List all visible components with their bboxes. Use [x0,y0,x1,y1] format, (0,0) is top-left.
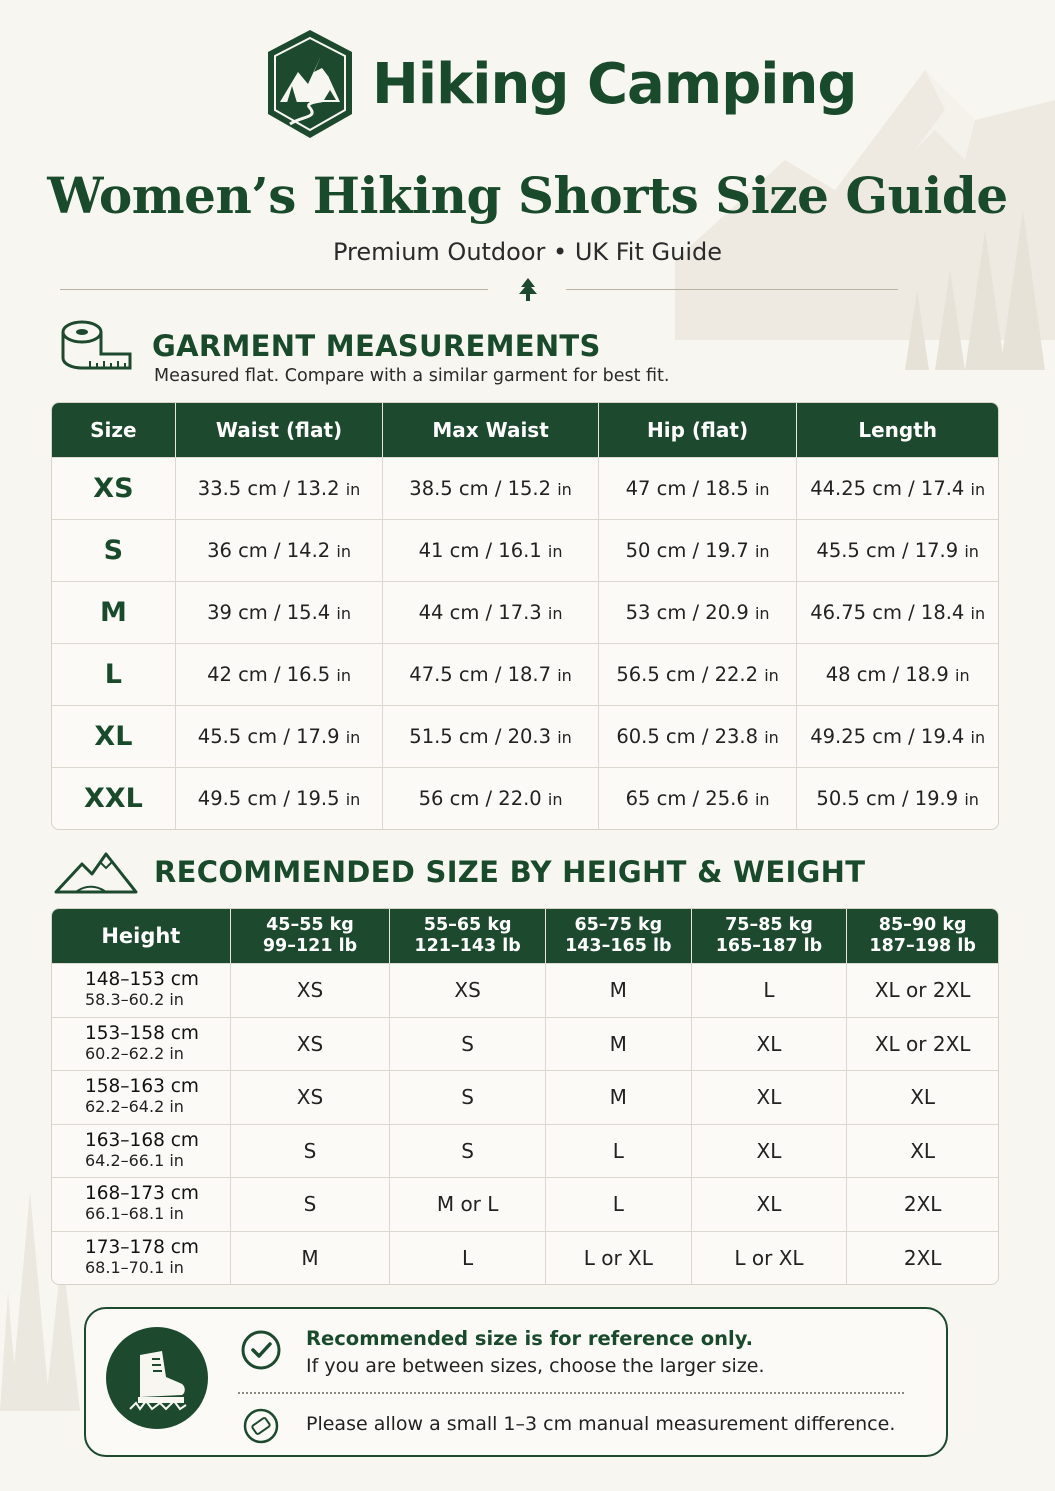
size-cell: XL [692,1070,848,1124]
measurement-cell: 44.25 cm / 17.4 in [797,457,998,519]
size-cell: S [231,1124,391,1178]
size-cell: XL [847,1124,998,1178]
boot-badge [106,1327,208,1429]
weight-column-header: 55–65 kg 121–143 lb [390,909,546,963]
size-cell: S [390,1017,546,1071]
size-cell: XS [231,1070,391,1124]
measurement-cell: 46.75 cm / 18.4 in [797,581,998,643]
table-row [52,1017,998,1071]
height-cell: 148–153 cm 58.3–60.2 in [52,963,231,1017]
size-cell: L [546,1124,692,1178]
measurement-cell: 38.5 cm / 15.2 in [383,457,599,519]
size-cell: S [390,1124,546,1178]
size-label: XXL [52,767,176,829]
note-text-between-sizes: If you are between sizes, choose the larger size. [306,1355,765,1377]
table-row [52,643,998,705]
table-row [52,519,998,581]
size-cell: XL or 2XL [847,1017,998,1071]
measurement-cell: 47 cm / 18.5 in [599,457,798,519]
table-row [52,1177,998,1231]
column-header: Waist (flat) [176,403,384,457]
table-row [52,705,998,767]
height-cell: 153–158 cm 60.2–62.2 in [52,1017,231,1071]
table-row [52,963,998,1017]
size-cell: 2XL [847,1231,998,1285]
measuring-tape-icon [60,318,134,374]
size-cell: XS [231,963,391,1017]
hiking-boot-icon [106,1327,208,1429]
measurement-cell: 50.5 cm / 19.9 in [797,767,998,829]
weight-column-header: 75–85 kg 165–187 lb [692,909,848,963]
size-cell: XL or 2XL [847,963,998,1017]
reference-note-box [84,1307,948,1457]
size-label: M [52,581,176,643]
size-cell: M [546,1017,692,1071]
size-cell: XS [390,963,546,1017]
table-header-row [52,403,998,457]
size-cell: L [390,1231,546,1285]
table-header-row [52,909,998,963]
mountains-icon [54,850,138,894]
size-cell: L [546,1177,692,1231]
weight-column-header: 85–90 kg 187–198 lb [847,909,998,963]
measurement-cell: 39 cm / 15.4 in [176,581,384,643]
note-divider [238,1392,904,1394]
brand-name: Hiking Camping [372,51,857,117]
height-cell: 163–168 cm 64.2–66.1 in [52,1124,231,1178]
garment-measurements-table [51,402,999,830]
measurement-cell: 45.5 cm / 17.9 in [176,705,384,767]
column-header: Max Waist [383,403,599,457]
mountain-badge-icon [262,28,358,140]
tree-icon [517,278,539,302]
size-cell: M [546,963,692,1017]
size-label: S [52,519,176,581]
measurement-cell: 44 cm / 17.3 in [383,581,599,643]
size-label: XL [52,705,176,767]
recommend-section-title: RECOMMENDED SIZE BY HEIGHT & WEIGHT [154,855,866,889]
size-cell: S [231,1177,391,1231]
measurement-cell: 42 cm / 16.5 in [176,643,384,705]
note-heading: Recommended size is for reference only. [306,1327,754,1350]
table-row [52,457,998,519]
measurement-cell: 50 cm / 19.7 in [599,519,798,581]
table-row [52,1124,998,1178]
measurement-cell: 53 cm / 20.9 in [599,581,798,643]
measurement-cell: 60.5 cm / 23.8 in [599,705,798,767]
title-divider [60,278,898,302]
table-row [52,1231,998,1285]
measurement-cell: 49.25 cm / 19.4 in [797,705,998,767]
recommended-size-table [51,908,999,1285]
column-header: Size [52,403,176,457]
size-cell: XL [692,1017,848,1071]
measurement-cell: 56.5 cm / 22.2 in [599,643,798,705]
measurement-cell: 65 cm / 25.6 in [599,767,798,829]
size-cell: XS [231,1017,391,1071]
size-cell: M or L [390,1177,546,1231]
size-cell: S [390,1070,546,1124]
size-cell: XL [692,1124,848,1178]
check-circle-icon [240,1329,282,1371]
measurement-cell: 56 cm / 22.0 in [383,767,599,829]
column-header: Length [797,403,998,457]
measurement-cell: 49.5 cm / 19.5 in [176,767,384,829]
ruler-circle-icon [242,1407,280,1445]
measurement-cell: 33.5 cm / 13.2 in [176,457,384,519]
measurement-cell: 41 cm / 16.1 in [383,519,599,581]
size-cell: L or XL [692,1231,848,1285]
height-cell: 173–178 cm 68.1–70.1 in [52,1231,231,1285]
garment-section-title: GARMENT MEASUREMENTS [152,329,601,363]
table-row [52,1070,998,1124]
size-cell: XL [692,1177,848,1231]
weight-column-header: 45–55 kg 99–121 lb [231,909,391,963]
height-cell: 158–163 cm 62.2–64.2 in [52,1070,231,1124]
size-label: L [52,643,176,705]
size-cell: XL [847,1070,998,1124]
measurement-cell: 51.5 cm / 20.3 in [383,705,599,767]
garment-section-note: Measured flat. Compare with a similar garment for best fit. [154,366,670,386]
page-title: Women’s Hiking Shorts Size Guide [47,166,1008,225]
size-cell: M [231,1231,391,1285]
size-cell: M [546,1070,692,1124]
height-cell: 168–173 cm 66.1–68.1 in [52,1177,231,1231]
size-cell: 2XL [847,1177,998,1231]
size-label: XS [52,457,176,519]
column-header: Hip (flat) [599,403,798,457]
size-cell: L [692,963,848,1017]
measurement-cell: 47.5 cm / 18.7 in [383,643,599,705]
table-row [52,767,998,829]
weight-column-header: 65–75 kg 143–165 lb [546,909,692,963]
table-row [52,581,998,643]
page-subtitle: Premium Outdoor • UK Fit Guide [333,238,722,266]
note-text-measurement-difference: Please allow a small 1–3 cm manual measurement difference. [306,1413,896,1435]
measurement-cell: 48 cm / 18.9 in [797,643,998,705]
measurement-cell: 45.5 cm / 17.9 in [797,519,998,581]
measurement-cell: 36 cm / 14.2 in [176,519,384,581]
brand-header [262,28,856,140]
recommend-section-heading [54,850,865,894]
size-cell: L or XL [546,1231,692,1285]
column-header: Height [52,909,231,963]
